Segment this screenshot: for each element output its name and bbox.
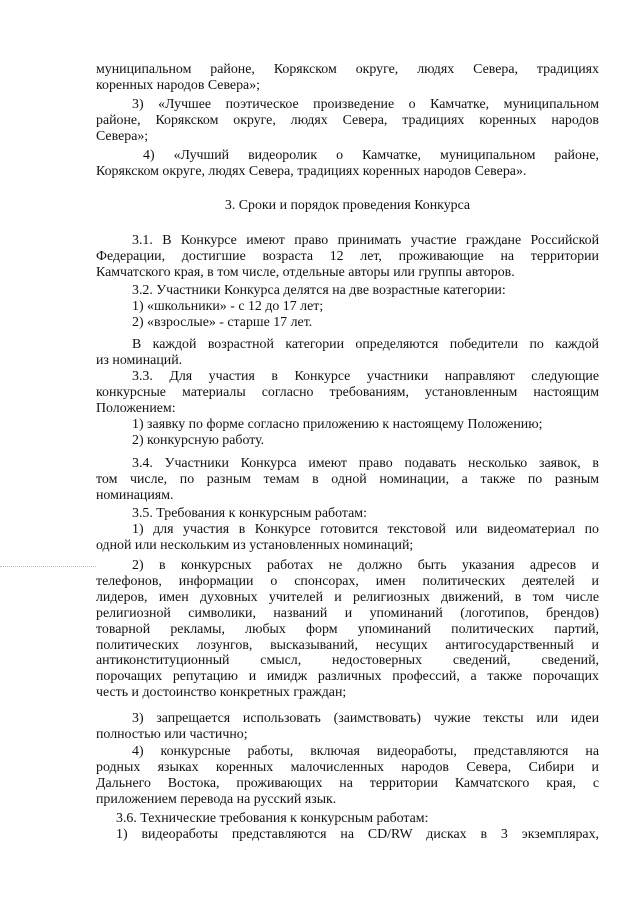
text-line: номинациям. [96, 487, 174, 503]
text-line: Федерации, достигшие возраста 12 лет, проживающие на территории [96, 248, 599, 264]
paragraph-3-4 [96, 456, 599, 504]
text-line: приложением перевода на русский язык. [96, 791, 337, 807]
text-line: Севера»; [96, 128, 149, 144]
text-line: лидеров, имен духовных учителей и религиозных движений, в том числе [96, 589, 599, 605]
text-line: порочащих репутацию и имидж различных профессий, а также порочащих [96, 669, 599, 685]
paragraph-3-5-4 [96, 744, 599, 808]
text-line: родных языках коренных малочисленных народов Севера, Сибири и [96, 759, 599, 775]
paragraph-3-2 [96, 283, 599, 331]
text-line: Камчатского края, в том числе, отдельные авторы или группы авторов. [96, 264, 515, 280]
paragraph-3-6 [96, 811, 599, 843]
text-line: 2) в конкурсных работах не должно быть указания адресов и [132, 558, 599, 573]
text-line: 3.2. Участники Конкурса делятся на две возрастные категории: [132, 283, 506, 298]
paragraph-3-2-note [96, 337, 599, 369]
list-item: 2) «взрослые» - старше 17 лет. [132, 314, 313, 330]
text-line: 3.6. Технические требования к конкурсным работам: [116, 811, 429, 826]
text-line: 1) видеоработы представляются на CD/RW дисках в 3 экземплярах, [116, 826, 599, 842]
paragraph-3-5 [96, 506, 599, 554]
text-line: полностью или частично; [96, 726, 248, 742]
text-line: 3.1. В Конкурсе имеют право принимать участие граждане Российской [132, 233, 599, 248]
scan-artifact-line [0, 566, 96, 567]
text-line: Корякском округе, людях Севера, традициях коренных народов Севера». [96, 163, 527, 179]
paragraph-3-5-3 [96, 711, 599, 743]
text-line: 3.4. Участники Конкурса имеют право подавать несколько заявок, в [132, 456, 599, 471]
text-line: религиозной символики, названий и упоминаний (логотипов, брендов) [96, 605, 599, 621]
text-line: том числе, по разным темам в одной номинации, а также по разным [96, 471, 599, 487]
text-line: 3.3. Для участия в Конкурсе участники направляют следующие [132, 369, 599, 384]
text-line: антиконституционный смысл, недостоверных сведений, сведений, [96, 653, 599, 669]
nomination-item-4 [96, 148, 599, 180]
section-heading: 3. Сроки и порядок проведения Конкурса [224, 198, 471, 213]
text-line: одной или нескольким из установленных номинаций; [96, 537, 414, 553]
paragraph-3-3 [96, 369, 599, 449]
paragraph-3-1 [96, 233, 599, 281]
text-line: политических лозунгов, высказываний, несущих антигосударственный и [96, 637, 599, 653]
text-line: телефонов, информации о спонсорах, имен политических деятелей и [96, 573, 599, 589]
paragraph-3-5-2 [96, 558, 599, 701]
text-line: 1) для участия в Конкурсе готовится текстовой или видеоматериал по [132, 521, 599, 537]
text-line: Дальнего Востока, проживающих на территории Камчатского края, с [96, 775, 599, 791]
list-item: 2) конкурсную работу. [132, 432, 265, 448]
paragraph-continuation [96, 62, 599, 94]
text-line: коренных народов Севера»; [96, 77, 261, 93]
text-line: 4) конкурсные работы, включая видеоработы, представляются на [132, 744, 599, 759]
text-line: 4) «Лучший видеоролик о Камчатке, муниципальном районе, [143, 148, 599, 163]
text-line: районе, Корякском округе, людях Севера, традициях коренных народов [96, 112, 599, 128]
text-line: В каждой возрастной категории определяются победители по каждой [132, 337, 599, 352]
text-line: 3.5. Требования к конкурсным работам: [132, 506, 367, 521]
text-line: товарной рекламы, любых форм упоминаний политических партий, [96, 621, 599, 637]
list-item: 1) заявку по форме согласно приложению к настоящему Положению; [132, 416, 543, 432]
text-line: из номинаций. [96, 352, 183, 368]
text-line: 3) «Лучшее поэтическое произведение о Камчатке, муниципальном [132, 97, 599, 112]
text-line: 3) запрещается использовать (заимствовать) чужие тексты или идеи [132, 711, 599, 726]
text-line: честь и достоинство конкретных граждан; [96, 685, 347, 701]
text-line: Положением: [96, 400, 176, 416]
text-line: муниципальном районе, Корякском округе, людях Севера, традициях [96, 62, 599, 77]
nomination-item-3 [96, 97, 599, 145]
text-line: конкурсные материалы согласно требованиям, установленным настоящим [96, 384, 599, 400]
list-item: 1) «школьники» - с 12 до 17 лет; [132, 298, 324, 314]
